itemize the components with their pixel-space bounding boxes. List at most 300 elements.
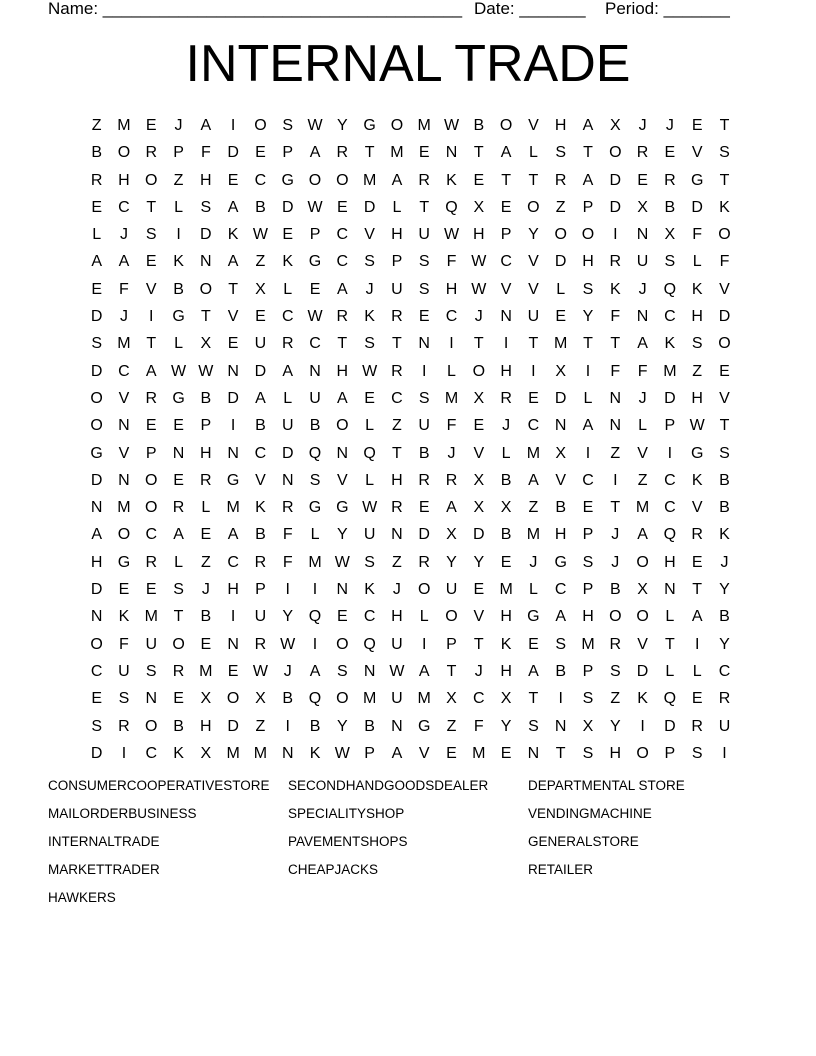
grid-letter: W — [280, 635, 296, 653]
grid-letter: J — [638, 389, 647, 407]
grid-letter: M — [635, 499, 650, 517]
grid-letter: C — [718, 662, 731, 680]
grid-letter: Q — [363, 635, 376, 653]
grid-letter: D — [554, 253, 567, 271]
grid-letter: C — [664, 471, 676, 489]
grid-letter: X — [609, 117, 621, 134]
grid-letter: N — [445, 144, 458, 162]
grid-letter: W — [252, 226, 268, 244]
grid-row — [83, 603, 738, 630]
grid-letter: O — [636, 744, 649, 762]
grid-letter: X — [555, 362, 567, 380]
grid-letter: O — [336, 635, 349, 653]
grid-letter: T — [200, 308, 211, 326]
grid-letter: P — [446, 635, 457, 653]
grid-letter: Z — [637, 471, 648, 489]
grid-letter: T — [610, 335, 621, 353]
grid-letter: R — [172, 499, 185, 517]
grid-letter: V — [719, 280, 730, 298]
grid-letter: D — [609, 171, 622, 189]
grid-letter: Q — [663, 690, 677, 708]
grid-letter: N — [200, 253, 212, 271]
grid-letter: U — [363, 526, 376, 544]
grid-letter: D — [418, 526, 430, 544]
grid-letter: X — [637, 581, 648, 599]
grid-letter: A — [555, 608, 567, 626]
grid-letter: N — [309, 362, 321, 380]
grid-letter: O — [581, 226, 595, 244]
grid-letter: K — [282, 253, 294, 271]
grid-letter: S — [282, 117, 294, 134]
grid-letter: L — [556, 280, 566, 298]
grid-letter: T — [528, 335, 539, 353]
grid-letter: L — [174, 198, 183, 216]
grid-letter: U — [391, 635, 403, 653]
grid-letter: R — [90, 171, 103, 189]
grid-letter: D — [281, 444, 294, 462]
grid-letter: C — [554, 581, 567, 599]
grid-letter: H — [609, 744, 622, 762]
grid-letter: B — [173, 280, 184, 298]
grid-letter: T — [610, 499, 621, 517]
grid-letter: S — [91, 335, 102, 353]
grid-letter: A — [500, 144, 512, 162]
grid-letter: J — [611, 526, 620, 544]
page-title: INTERNAL TRADE — [185, 35, 631, 93]
grid-letter: H — [200, 444, 212, 462]
grid-letter: A — [91, 526, 102, 544]
grid-letter: L — [92, 226, 102, 244]
grid-letter: T — [364, 144, 375, 162]
grid-letter: B — [473, 117, 485, 134]
grid-letter: A — [227, 253, 239, 271]
grid-letter: A — [418, 662, 430, 680]
grid-letter: A — [336, 280, 348, 298]
grid-letter: H — [691, 389, 703, 407]
grid-letter: J — [611, 553, 620, 571]
grid-letter: B — [555, 662, 567, 680]
grid-letter: R — [145, 144, 158, 162]
grid-letter: O — [417, 581, 431, 599]
grid-letter: F — [282, 526, 293, 544]
grid-letter: C — [145, 526, 158, 544]
grid-row — [83, 713, 738, 740]
grid-letter: Z — [173, 171, 184, 189]
grid-letter: Y — [336, 117, 348, 134]
grid-letter: G — [417, 717, 431, 735]
grid-letter: X — [255, 280, 266, 298]
grid-letter: O — [90, 389, 103, 407]
grid-letter: H — [664, 553, 676, 571]
grid-letter: V — [118, 444, 130, 462]
grid-letter: W — [170, 362, 187, 380]
grid-letter: I — [558, 690, 563, 708]
grid-letter: K — [173, 744, 184, 762]
grid-letter: H — [336, 362, 349, 380]
grid-letter: E — [255, 308, 266, 326]
grid-letter: G — [308, 499, 322, 517]
grid-letter: X — [446, 690, 457, 708]
grid-letter: N — [527, 744, 540, 762]
grid-letter: V — [691, 144, 703, 162]
grid-letter: X — [582, 717, 594, 735]
grid-letter: S — [364, 253, 375, 271]
grid-letter: Z — [555, 198, 566, 216]
grid-letter: C — [582, 471, 594, 489]
grid-letter: G — [226, 471, 240, 489]
grid-letter: E — [336, 608, 348, 626]
grid-letter: C — [227, 553, 239, 571]
grid-row — [83, 139, 738, 166]
grid-letter: D — [363, 198, 376, 216]
grid-letter: M — [581, 635, 595, 653]
grid-letter: H — [473, 226, 485, 244]
grid-letter: E — [145, 417, 157, 435]
grid-letter: C — [309, 335, 321, 353]
grid-letter: D — [200, 226, 212, 244]
grid-letter: N — [664, 581, 676, 599]
student-info-header — [48, 0, 738, 20]
grid-letter: D — [227, 144, 239, 162]
grid-letter: F — [692, 226, 703, 244]
grid-letter: A — [227, 526, 239, 544]
grid-letter: T — [146, 335, 157, 353]
grid-letter: U — [118, 662, 130, 680]
grid-letter: F — [719, 253, 730, 271]
grid-letter: H — [500, 608, 512, 626]
grid-letter: C — [118, 198, 130, 216]
grid-letter: P — [582, 526, 594, 544]
grid-letter: J — [720, 553, 729, 571]
grid-letter: I — [230, 117, 236, 134]
grid-letter: W — [307, 198, 323, 216]
grid-letter: L — [392, 198, 402, 216]
grid-letter: N — [227, 635, 239, 653]
grid-letter: S — [145, 662, 157, 680]
grid-letter: C — [445, 308, 458, 326]
grid-letter: R — [254, 635, 267, 653]
grid-letter: O — [199, 280, 213, 298]
grid-letter: A — [391, 171, 403, 189]
grid-row — [83, 385, 738, 412]
grid-letter: S — [528, 717, 539, 735]
grid-letter: B — [364, 717, 375, 735]
grid-letter: I — [421, 635, 427, 653]
grid-letter: S — [555, 635, 567, 653]
grid-letter: V — [336, 471, 348, 489]
grid-letter: B — [719, 499, 730, 517]
grid-letter: O — [172, 635, 185, 653]
grid-letter: H — [582, 608, 594, 626]
grid-letter: W — [334, 744, 350, 762]
grid-letter: D — [281, 198, 294, 216]
grid-letter: B — [255, 526, 266, 544]
word-list-item: RETAILER — [528, 862, 594, 877]
grid-letter: L — [692, 253, 702, 271]
grid-letter: M — [526, 444, 541, 462]
grid-letter: A — [91, 253, 102, 271]
grid-letter: X — [200, 690, 212, 708]
grid-letter: P — [664, 744, 676, 762]
grid-letter: M — [226, 499, 240, 517]
grid-letter: G — [90, 444, 103, 462]
grid-letter: K — [255, 499, 266, 517]
word-list-item: SPECIALITYSHOP — [288, 806, 405, 821]
grid-letter: O — [308, 171, 322, 189]
grid-letter: W — [443, 226, 460, 244]
grid-letter: E — [255, 144, 266, 162]
grid-letter: E — [227, 335, 239, 353]
grid-letter: N — [118, 417, 130, 435]
grid-letter: K — [719, 198, 730, 216]
grid-letter: X — [200, 744, 212, 762]
grid-row — [83, 412, 738, 439]
grid-letter: I — [312, 581, 318, 599]
grid-letter: H — [391, 608, 403, 626]
grid-row — [83, 248, 738, 275]
grid-letter: D — [90, 308, 103, 326]
grid-row — [83, 549, 738, 576]
grid-letter: H — [118, 171, 130, 189]
grid-letter: D — [554, 389, 567, 407]
grid-letter: B — [555, 499, 567, 517]
grid-letter: O — [390, 117, 404, 134]
grid-letter: A — [336, 389, 348, 407]
grid-letter: Y — [336, 526, 348, 544]
word-list-item: MARKETTRADER — [48, 862, 160, 877]
grid-letter: Y — [719, 581, 730, 599]
grid-letter: U — [636, 253, 649, 271]
grid-letter: R — [664, 171, 676, 189]
grid-letter: I — [285, 581, 290, 599]
grid-letter: U — [445, 581, 458, 599]
grid-letter: B — [91, 144, 102, 162]
grid-letter: J — [119, 226, 128, 244]
grid-row — [83, 167, 738, 194]
grid-letter: O — [336, 690, 349, 708]
grid-row — [83, 221, 738, 248]
grid-letter: L — [447, 362, 456, 380]
grid-letter: V — [555, 471, 567, 489]
grid-letter: W — [307, 117, 323, 134]
grid-letter: O — [145, 171, 158, 189]
grid-letter: D — [227, 717, 239, 735]
grid-letter: Z — [610, 690, 621, 708]
grid-letter: V — [528, 280, 539, 298]
grid-letter: K — [309, 744, 321, 762]
grid-letter: E — [473, 581, 485, 599]
grid-letter: B — [255, 417, 266, 435]
grid-letter: E — [200, 635, 212, 653]
grid-letter: T — [392, 444, 402, 462]
grid-letter: R — [172, 662, 185, 680]
grid-row — [83, 303, 738, 330]
grid-letter: V — [528, 117, 539, 134]
grid-letter: F — [200, 144, 211, 162]
grid-letter: I — [230, 417, 236, 435]
grid-letter: D — [90, 581, 103, 599]
grid-letter: B — [418, 444, 430, 462]
grid-letter: U — [718, 717, 731, 735]
grid-letter: Q — [308, 690, 322, 708]
grid-letter: G — [172, 308, 185, 326]
grid-letter: V — [719, 389, 730, 407]
grid-letter: F — [473, 717, 484, 735]
grid-letter: E — [145, 117, 157, 134]
grid-letter: C — [118, 362, 130, 380]
word-list-item: DEPARTMENTAL STORE — [528, 778, 685, 793]
grid-letter: I — [149, 308, 154, 326]
word-list-item: CHEAPJACKS — [288, 862, 379, 877]
grid-letter: J — [447, 444, 456, 462]
grid-letter: K — [364, 581, 375, 599]
grid-letter: C — [664, 499, 676, 517]
grid-letter: B — [664, 198, 676, 216]
grid-letter: P — [500, 226, 512, 244]
word-list-item: HAWKERS — [48, 890, 116, 905]
grid-letter: Z — [255, 717, 266, 735]
grid-letter: R — [118, 717, 130, 735]
grid-letter: H — [582, 253, 594, 271]
grid-letter: A — [227, 198, 239, 216]
period-field-label: Period: _______ — [605, 0, 730, 18]
grid-letter: D — [473, 526, 485, 544]
grid-letter: D — [227, 389, 239, 407]
grid-letter: K — [691, 280, 703, 298]
grid-letter: L — [174, 335, 183, 353]
grid-letter: N — [145, 690, 158, 708]
grid-row — [83, 276, 738, 303]
grid-letter: V — [145, 280, 157, 298]
grid-letter: F — [446, 253, 457, 271]
grid-letter: Q — [663, 280, 677, 298]
grid-letter: X — [500, 499, 512, 517]
grid-letter: P — [173, 144, 184, 162]
grid-letter: V — [637, 635, 648, 653]
grid-letter: H — [445, 280, 458, 298]
grid-letter: T — [719, 417, 730, 435]
grid-letter: X — [446, 526, 457, 544]
grid-letter: R — [145, 389, 158, 407]
grid-letter: G — [172, 389, 185, 407]
grid-letter: H — [554, 526, 567, 544]
grid-letter: V — [418, 744, 430, 762]
grid-letter: I — [176, 226, 181, 244]
grid-letter: C — [336, 253, 349, 271]
grid-letter: D — [90, 744, 103, 762]
grid-letter: E — [418, 308, 430, 326]
grid-letter: A — [637, 526, 648, 544]
grid-letter: F — [610, 362, 621, 380]
grid-letter: V — [637, 444, 648, 462]
grid-letter: H — [391, 226, 403, 244]
grid-letter: Q — [663, 526, 677, 544]
grid-letter: T — [555, 744, 566, 762]
grid-letter: O — [609, 144, 622, 162]
grid-letter: X — [473, 499, 485, 517]
grid-letter: N — [281, 744, 294, 762]
grid-letter: O — [226, 690, 240, 708]
grid-letter: N — [418, 335, 430, 353]
grid-row — [83, 358, 738, 385]
grid-letter: S — [418, 253, 430, 271]
grid-letter: Y — [473, 553, 485, 571]
grid-letter: S — [691, 335, 703, 353]
grid-letter: Y — [336, 717, 348, 735]
grid-row — [83, 740, 738, 767]
grid-letter: D — [664, 717, 676, 735]
grid-letter: E — [664, 144, 676, 162]
grid-letter: G — [308, 253, 322, 271]
grid-letter: L — [692, 662, 702, 680]
grid-letter: S — [719, 444, 730, 462]
grid-letter: W — [443, 117, 460, 134]
grid-letter: L — [665, 662, 675, 680]
grid-letter: D — [90, 471, 103, 489]
grid-letter: N — [227, 444, 239, 462]
grid-letter: B — [200, 608, 212, 626]
grid-letter: A — [309, 144, 321, 162]
grid-letter: X — [473, 471, 485, 489]
grid-letter: L — [638, 417, 648, 435]
grid-letter: R — [691, 526, 703, 544]
name-field-label: Name: ______________________________________ — [48, 0, 463, 18]
grid-letter: A — [118, 253, 130, 271]
grid-letter: Y — [582, 308, 594, 326]
grid-letter: H — [500, 662, 512, 680]
grid-letter: E — [500, 198, 512, 216]
grid-letter: W — [307, 308, 323, 326]
grid-letter: J — [392, 581, 401, 599]
grid-letter: K — [664, 335, 676, 353]
grid-letter: M — [417, 117, 431, 134]
grid-letter: R — [554, 171, 567, 189]
grid-letter: P — [255, 581, 266, 599]
grid-letter: Y — [446, 553, 457, 571]
grid-letter: S — [173, 581, 184, 599]
grid-letter: G — [554, 553, 567, 571]
grid-letter: O — [718, 226, 731, 244]
grid-letter: H — [500, 362, 512, 380]
grid-letter: R — [636, 144, 649, 162]
grid-letter: D — [664, 389, 676, 407]
grid-letter: E — [227, 171, 239, 189]
grid-letter: S — [664, 253, 676, 271]
grid-letter: T — [419, 198, 430, 216]
grid-letter: C — [527, 417, 540, 435]
grid-letter: K — [173, 253, 184, 271]
grid-letter: Q — [445, 198, 458, 216]
grid-letter: J — [665, 117, 674, 134]
grid-letter: N — [391, 526, 403, 544]
grid-letter: V — [500, 280, 512, 298]
grid-letter: B — [719, 471, 730, 489]
grid-letter: M — [499, 581, 513, 599]
grid-letter: Z — [392, 417, 402, 435]
grid-letter: R — [254, 553, 267, 571]
grid-letter: M — [117, 117, 131, 134]
grid-letter: O — [90, 635, 103, 653]
grid-letter: S — [336, 662, 348, 680]
grid-letter: I — [613, 471, 618, 489]
grid-letter: X — [664, 226, 676, 244]
grid-letter: E — [555, 308, 567, 326]
grid-letter: R — [418, 471, 430, 489]
grid-letter: F — [119, 635, 129, 653]
grid-letter: L — [174, 553, 183, 571]
grid-letter: N — [227, 362, 239, 380]
grid-row — [83, 494, 738, 521]
